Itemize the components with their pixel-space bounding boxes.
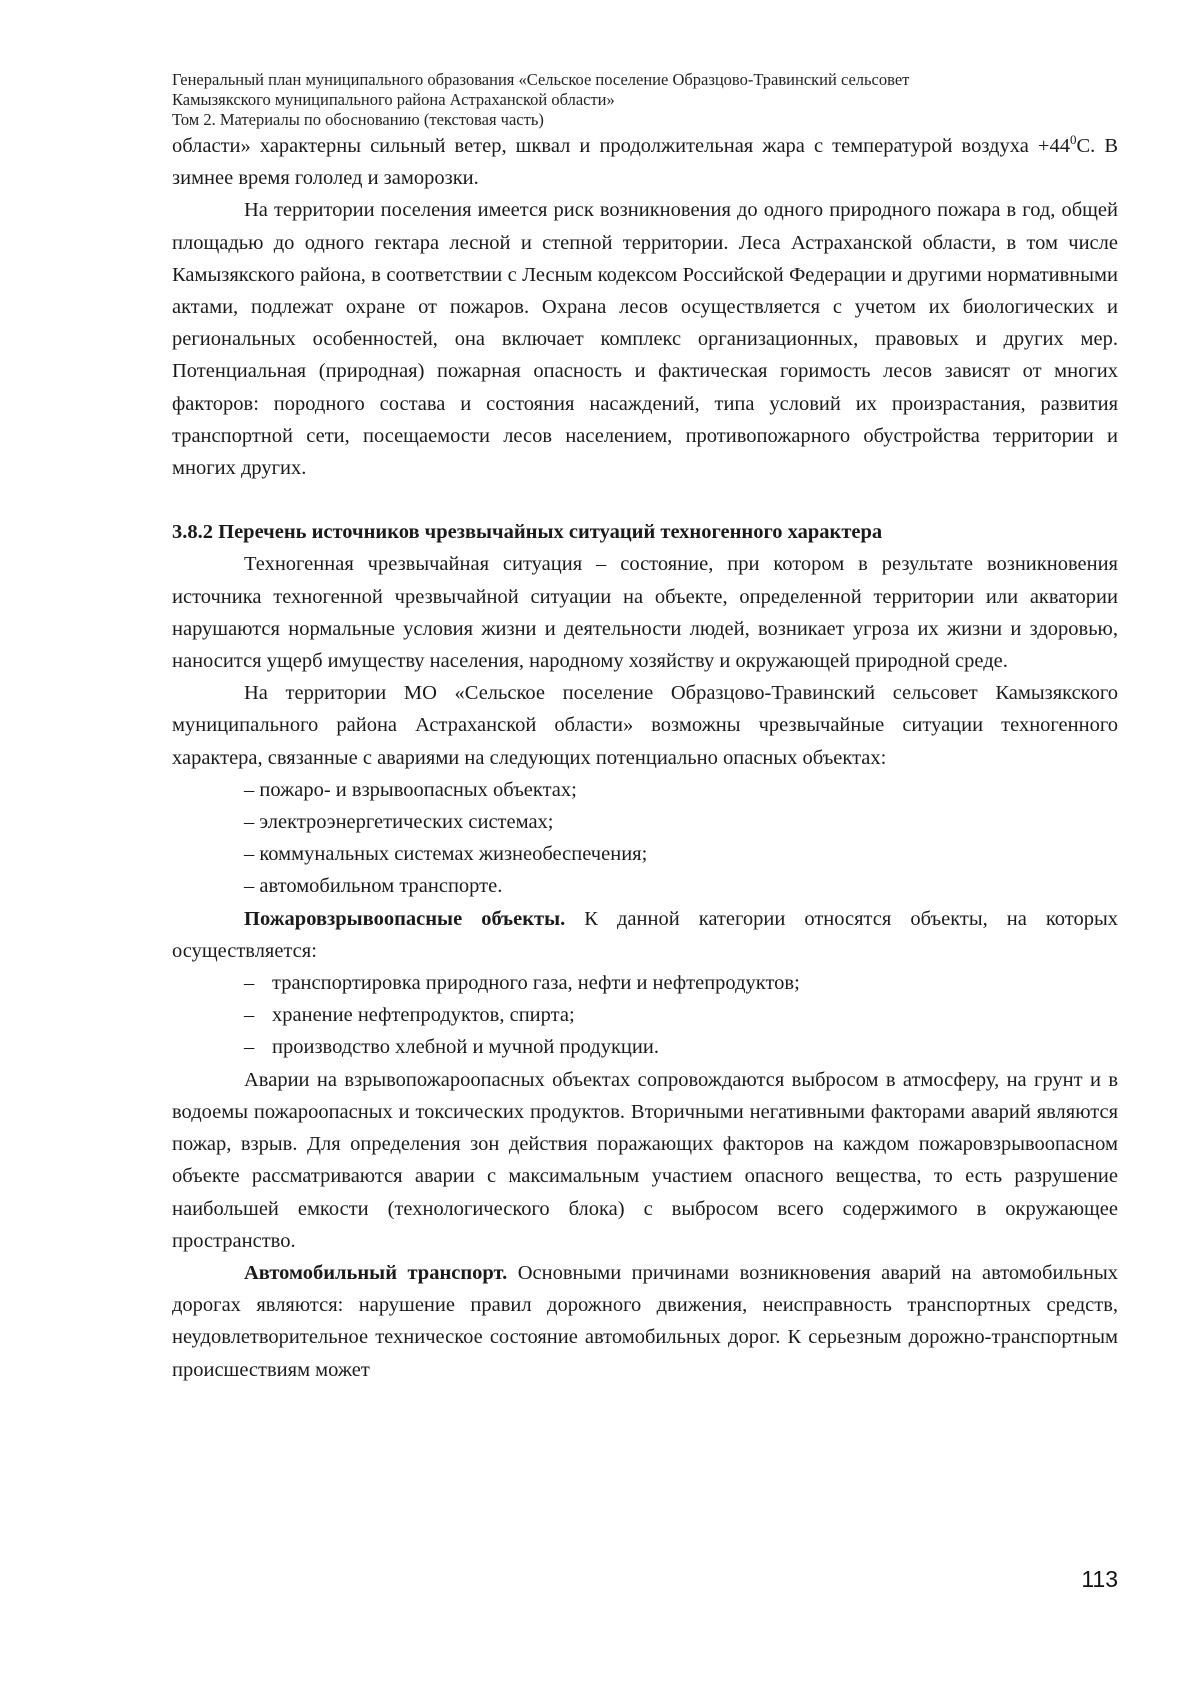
list-item: [172, 967, 1118, 999]
header-line-1: Генеральный план муниципального образования «Сельское поселение Образцово-Травинский сельсовет: [172, 70, 910, 89]
list-item-text: производство хлебной и мучной продукции.: [272, 1036, 659, 1059]
paragraph-climate: [172, 130, 1118, 194]
term-road-transport: Автомобильный транспорт.: [244, 1261, 508, 1284]
list-item-text: транспортировка природного газа, нефти и нефтепродуктов;: [272, 972, 800, 995]
paragraph-definition: Техногенная чрезвычайная ситуация – состояние, при котором в результате возникновения источника техногенной чрезвычайной ситуации на объекте, определенной территории или акватории нарушаются нормальные условия жизни и деятельности людей, возникает угроза их жизни и здоровью, наносится ущерб имуществу населения, народному хозяйству и окружающей природной среде.: [172, 553, 1118, 673]
page-number: 113: [1081, 1566, 1118, 1592]
list-item: [172, 1031, 1118, 1063]
list-dash: –: [244, 1036, 255, 1059]
paragraph-road-transport-text: Основными причинами возникновения аварий на автомобильных дорогах являются: нарушение правил дорожного движения, неисправность транспортных средств, неудовлетворительное техническое состояние автомобильных дорог. К серьезным дорожно-транспортным происшествиям может: [172, 1261, 1118, 1381]
list-item: – автомобильном транспорте.: [244, 875, 503, 898]
paragraph-climate-end: С. В зимнее время гололед и заморозки.: [172, 135, 1118, 190]
header-line-2: Камызякского муниципального района Астраханской области»: [172, 90, 615, 109]
running-header: [172, 70, 1118, 130]
degree-superscript: 0: [1069, 132, 1077, 148]
list-item: – коммунальных системах жизнеобеспечения;: [244, 843, 648, 866]
list-item: – пожаро- и взрывоопасных объектах;: [244, 778, 577, 801]
paragraph-territory: На территории МО «Сельское поселение Образцово-Травинский сельсовет Камызякского муниципального района Астраханской области» возможны чрезвычайные ситуации техногенного характера, связанные с авариями на следующих потенциально опасных объектах:: [172, 682, 1118, 769]
section-heading: 3.8.2 Перечень источников чрезвычайных ситуаций техногенного характера: [172, 521, 883, 544]
list-item: [172, 999, 1118, 1031]
header-line-3: Том 2. Материалы по обоснованию (текстовая часть): [172, 110, 544, 129]
list-dash: –: [244, 972, 255, 995]
paragraph-fire-explosive: [172, 903, 1118, 967]
list-item-text: хранение нефтепродуктов, спирта;: [272, 1004, 575, 1027]
document-body: [172, 130, 1118, 1386]
paragraph-forest-fires: На территории поселения имеется риск возникновения до одного природного пожара в год, общей площадью до одного гектара лесной и степной территории. Леса Астраханской области, в том числе Камызякского района, в соответствии с Лесным кодексом Российской Федерации и другими нормативными актами, подлежат охране от пожаров. Охрана лесов осуществляется с учетом их биологических и региональных особенностей, она включает комплекс организационных, правовых и других мер. Потенциальная (природная) пожарная опасность и фактическая горимость лесов зависят от многих факторов: породного состава и состояния насаждений, типа условий их произрастания, развития транспортной сети, посещаемости лесов населением, противопожарного обустройства территории и многих других.: [172, 199, 1118, 480]
paragraph-road-transport: [172, 1257, 1118, 1386]
paragraph-climate-text: области» характерны сильный ветер, шквал и продолжительная жара с температурой воздуха +44: [172, 135, 1070, 157]
document-page: [172, 70, 1118, 1386]
term-fire-explosive: Пожаровзрывоопасные объекты.: [244, 907, 566, 930]
paragraph-accidents: Аварии на взрывопожароопасных объектах сопровождаются выбросом в атмосферу, на грунт и в водоемы пожароопасных и токсических продуктов. Вторичными негативными факторами аварий являются пожар, взрыв. Для определения зон действия поражающих факторов на каждом пожаровзрывоопасном объекте рассматриваются аварии с максимальным участием опасного вещества, то есть разрушение наибольшей емкости (технологического блока) с выбросом всего содержимого в окружающее пространство.: [172, 1068, 1118, 1252]
list-item: – электроэнергетических системах;: [244, 811, 554, 834]
paragraph-fire-explosive-text: К данной категории относятся объекты, на которых осуществляется:: [172, 907, 1118, 962]
list-dash: –: [244, 1004, 255, 1027]
